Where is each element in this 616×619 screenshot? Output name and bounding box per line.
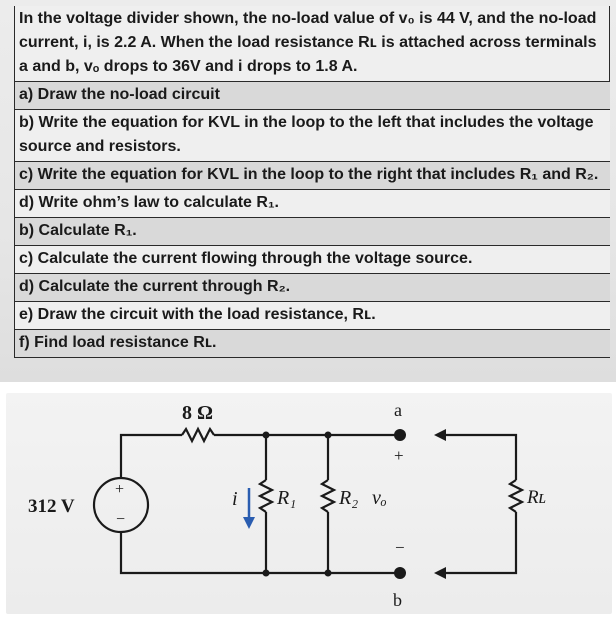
- load-resistor: [510, 480, 522, 512]
- r1-label: R₁: [277, 487, 297, 509]
- node-bottom-r1: [263, 570, 270, 577]
- circuit-photo: [6, 393, 612, 614]
- source-plus: +: [115, 481, 125, 498]
- wire-source-top: [121, 435, 182, 478]
- terminal-b-label: b: [393, 590, 402, 610]
- load-wire-top: [446, 435, 516, 480]
- part-b-kvl-left: b) Write the equation for KVL in the loop to the left that includes the voltage source and resistors.: [14, 110, 610, 162]
- terminal-a-label: a: [394, 400, 402, 420]
- circuit-diagram: [6, 393, 612, 614]
- current-arrow-icon: [243, 488, 255, 529]
- vo-minus: −: [395, 538, 405, 557]
- r2-resistor: [322, 480, 334, 512]
- part-b-calc-r1: b) Calculate R₁.: [14, 218, 610, 246]
- part-d-r2-current: d) Calculate the current through R₂.: [14, 274, 610, 302]
- load-label: Rʟ: [527, 487, 547, 508]
- problem-statement: In the voltage divider shown, the no-load value of v₀ is 44 V, and the no-load current, i, is 2.2 A. When the load resistance Rʟ is attached across terminals a and b, vₒ drops to 36V and i drops to 1.8 A.: [14, 6, 610, 82]
- part-f-find-rl: f) Find load resistance Rʟ.: [14, 330, 610, 358]
- r1-resistor: [260, 480, 272, 512]
- series-resistor-label: 8 Ω: [182, 402, 214, 424]
- part-c-source-current: c) Calculate the current flowing through the voltage source.: [14, 246, 610, 274]
- terminal-a: [394, 429, 406, 441]
- terminal-b: [394, 567, 406, 579]
- source-minus: −: [116, 511, 126, 528]
- node-top-r1: [263, 432, 270, 439]
- bottom-rail: [121, 532, 400, 573]
- part-d-ohms-law: d) Write ohm’s law to calculate R₁.: [14, 190, 610, 218]
- load-wire-bottom: [446, 512, 516, 573]
- question-table: [14, 6, 610, 358]
- arrow-to-b-icon: [434, 567, 446, 579]
- part-c-kvl-right: c) Write the equation for KVL in the loop to the right that includes R₁ and R₂.: [14, 162, 610, 190]
- series-resistor: [182, 429, 214, 441]
- part-a: a) Draw the no-load circuit: [14, 82, 610, 110]
- vo-plus: +: [394, 446, 404, 465]
- part-e-draw-load: e) Draw the circuit with the load resistance, Rʟ.: [14, 302, 610, 330]
- source-label: 312 V: [28, 496, 75, 517]
- r2-label: R₂: [339, 487, 359, 509]
- arrow-to-a-icon: [434, 429, 446, 441]
- vo-label: vₒ: [372, 487, 387, 509]
- node-bottom-r2: [325, 570, 332, 577]
- node-top-r2: [325, 432, 332, 439]
- current-label: i: [232, 488, 238, 510]
